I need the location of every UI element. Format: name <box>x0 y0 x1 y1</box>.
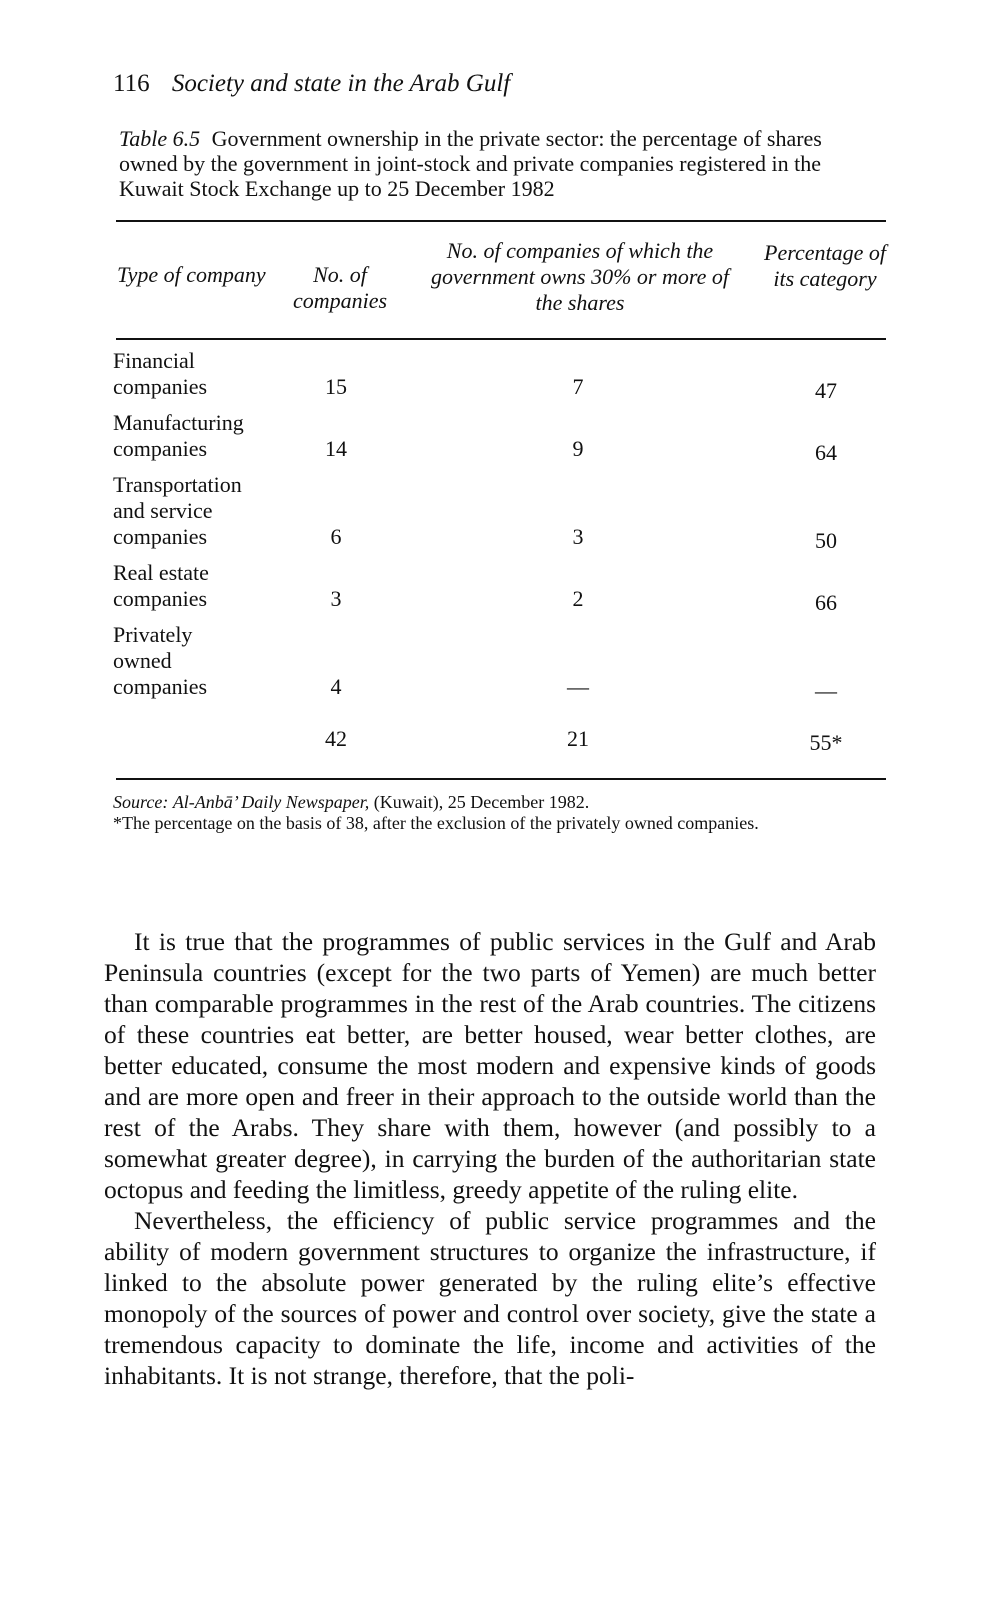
row-type-cell <box>113 472 293 550</box>
table-header-rule <box>116 338 886 340</box>
row-type-line: companies <box>113 374 208 399</box>
row-type-line: Transportation <box>113 472 242 497</box>
table-top-rule <box>116 220 886 222</box>
row-type-cell <box>113 622 293 700</box>
row-type-line: companies <box>113 524 208 549</box>
row-type-line: companies <box>113 674 208 699</box>
row-type-line: companies <box>113 436 208 461</box>
table-caption <box>119 126 879 201</box>
table-source <box>113 792 873 813</box>
row-type-line: Privately <box>113 622 193 647</box>
running-head <box>113 70 510 98</box>
row-percentage-cell: 64 <box>815 440 837 465</box>
row-type-cell <box>113 560 293 612</box>
row-percentage-cell: 66 <box>815 590 837 615</box>
book-title: Society and state in the Arab Gulf <box>171 70 511 97</box>
total-gov-owned-cell: 21 <box>567 726 589 751</box>
body-text <box>104 926 876 1391</box>
table-caption-text: Government ownership in the private sector: the percentage of shares owned by the government in joint-stock and private companies registered in the Kuwait Stock Exchange up to 25 December 1982 <box>119 126 822 201</box>
row-count-cell: 15 <box>325 374 347 399</box>
row-gov-owned-cell: 2 <box>572 586 584 611</box>
row-count-cell: 14 <box>325 436 347 461</box>
source-label: Source: <box>113 792 169 812</box>
row-gov-owned-cell: — <box>567 674 589 699</box>
row-type-line: companies <box>113 586 208 611</box>
body-paragraph-2: Nevertheless, the efficiency of public service programmes and the ability of modern government structures to organize the infrastructure, if linked to the absolute power generated by the ruling elite’s effective monopoly of the sources of power and control over society, give the state a tremendous capacity to dominate the life, income and activities of the inhabitants. It is not strange, therefore, that the poli- <box>104 1206 876 1390</box>
table-source-notes <box>113 792 873 834</box>
row-gov-owned-cell: 7 <box>572 374 584 399</box>
row-type-line: Financial <box>113 348 195 373</box>
header-number-of-companies: No. of companies <box>292 262 388 313</box>
row-count-cell: 4 <box>330 674 342 699</box>
header-type-of-company: Type of company <box>117 262 266 287</box>
row-type-cell <box>113 410 293 462</box>
row-percentage-cell: 50 <box>815 528 837 553</box>
row-type-line: Manufacturing <box>113 410 244 435</box>
source-newspaper: Al-Anbā’ Daily Newspaper, <box>172 792 370 812</box>
row-type-line: owned <box>113 648 172 673</box>
source-details: (Kuwait), 25 December 1982. <box>373 792 590 812</box>
table-bottom-rule <box>116 778 886 780</box>
row-count-cell: 3 <box>330 586 342 611</box>
row-percentage-cell: — <box>815 678 837 703</box>
table-footnote: *The percentage on the basis of 38, after the exclusion of the privately owned companies. <box>113 813 759 833</box>
row-gov-owned-cell: 9 <box>572 436 584 461</box>
body-paragraph-1: It is true that the programmes of public services in the Gulf and Arab Peninsula countries (except for the two parts of Yemen) are much better than comparable programmes in the rest of the Arab countries. The citizens of these countries eat better, are better housed, wear better clothes, are better educated, consume the most modern and expensive kinds of goods and are more open and freer in their approach to the outside world than the rest of the Arabs. They share with them, however (and possibly to a somewhat greater degree), in carrying the burden of the authoritarian state octopus and feeding the limitless, greedy appetite of the ruling elite. <box>104 927 876 1204</box>
total-count-cell: 42 <box>325 726 347 751</box>
header-percentage: Percentage of its category <box>764 240 886 291</box>
row-percentage-cell: 47 <box>815 378 837 403</box>
row-type-cell <box>113 348 293 400</box>
row-type-line: Real estate <box>113 560 209 585</box>
header-government-owned: No. of companies of which the government owns 30% or more of the shares <box>431 238 729 315</box>
page-number: 116 <box>113 70 150 97</box>
table-caption-label: Table 6.5 <box>119 126 201 151</box>
total-percentage-cell: 55* <box>809 730 843 755</box>
row-type-line: and service <box>113 498 213 523</box>
row-gov-owned-cell: 3 <box>572 524 584 549</box>
row-count-cell: 6 <box>330 524 342 549</box>
